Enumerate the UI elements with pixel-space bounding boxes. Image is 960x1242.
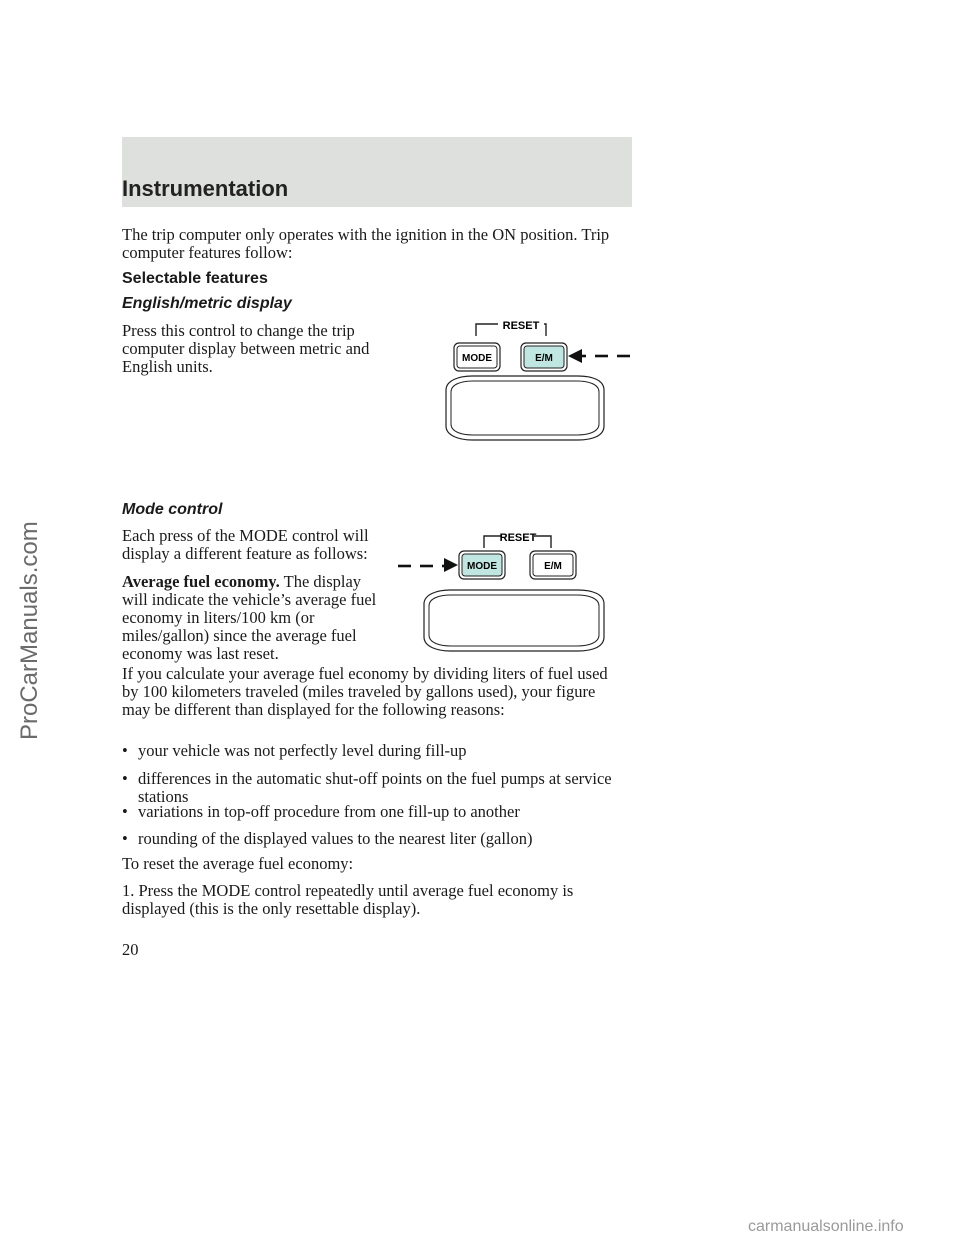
reset-intro: To reset the average fuel economy:: [122, 854, 354, 873]
em-label: E/M: [535, 353, 553, 364]
section-title: Instrumentation: [122, 176, 289, 201]
bullet-icon: •: [122, 829, 128, 848]
bullet-icon: •: [122, 741, 128, 760]
mode-control-paragraph: Each press of the MODE control will display a different feature as follows:: [122, 526, 369, 563]
average-fuel-economy-paragraph: [122, 573, 384, 663]
page-number: 20: [122, 940, 139, 959]
display-screen: [446, 376, 604, 440]
mode-label: MODE: [462, 353, 492, 364]
mode-control-figure: [390, 522, 620, 662]
mode-control-heading: Mode control: [122, 501, 223, 518]
reset-label: RESET: [502, 320, 540, 332]
side-watermark: ProCarManuals.com: [16, 521, 43, 740]
reset-label: RESET: [499, 532, 537, 544]
bullet-icon: •: [122, 769, 128, 788]
intro-paragraph: The trip computer only operates with the ignition in the ON position. Trip computer features follow:: [122, 225, 610, 262]
arrow-right-icon: [444, 558, 458, 572]
english-metric-heading: English/metric display: [122, 295, 292, 312]
calculation-paragraph: If you calculate your average fuel economy by dividing liters of fuel used by 100 kilometers traveled (miles traveled by gallons used), your figure may be different than displayed for the following reasons:: [122, 664, 608, 719]
arrow-left-icon: [568, 349, 582, 363]
em-control-figure: [410, 312, 640, 452]
em-label: E/M: [544, 561, 562, 572]
english-metric-paragraph: Press this control to change the trip computer display between metric and English units.: [122, 321, 370, 376]
display-screen: [424, 590, 604, 651]
reset-step-1: 1. Press the MODE control repeatedly until average fuel economy is displayed (this is the only resettable display).: [122, 881, 574, 918]
average-fuel-economy-lead: Average fuel economy.: [122, 572, 280, 591]
average-fuel-economy-text: The display will indicate the vehicle’s average fuel economy in liters/100 km (or miles/gallon) since the average fuel economy was last reset.: [122, 572, 377, 663]
bullet-icon: •: [122, 802, 128, 821]
bottom-watermark: carmanualsonline.info: [748, 1218, 904, 1235]
mode-label: MODE: [467, 561, 497, 572]
selectable-features-heading: Selectable features: [122, 270, 268, 287]
list-item: • differences in the automatic shut-off points on the fuel pumps at service stations: [122, 769, 612, 806]
